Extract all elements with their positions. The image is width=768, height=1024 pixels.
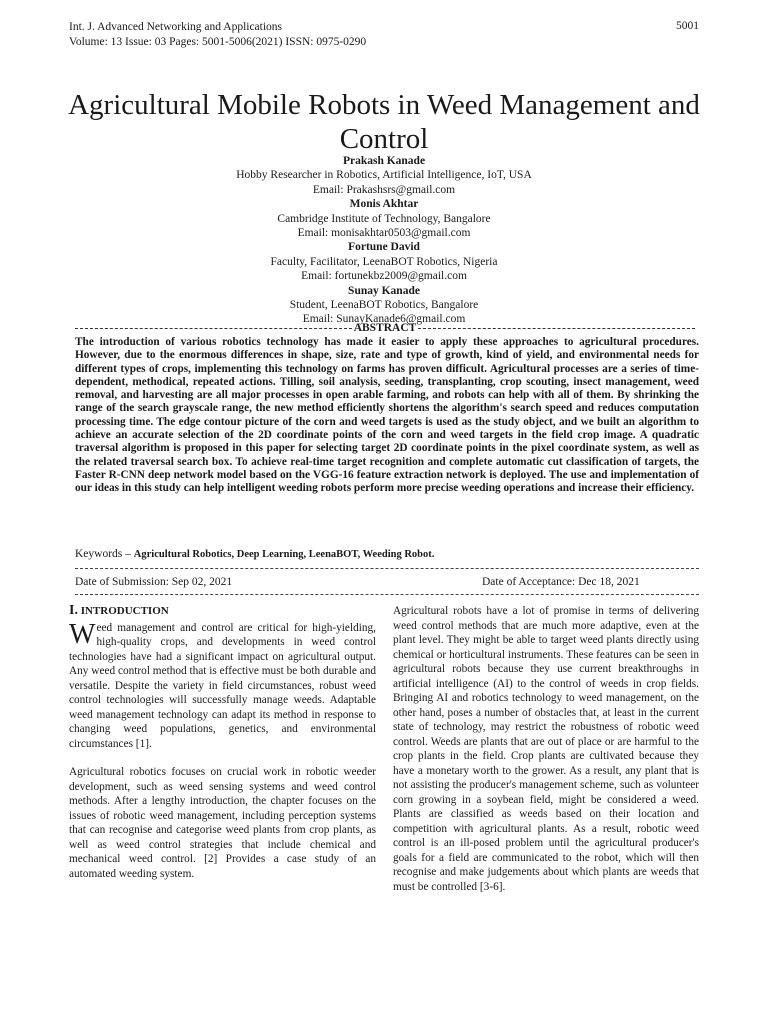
journal-header: [69, 20, 366, 50]
keywords-line: [75, 548, 434, 560]
abstract-label: ABSTRACT: [353, 322, 417, 334]
dashed-rule: [418, 328, 695, 329]
author-email: Email: SunayKanade6@gmail.com: [302, 313, 466, 326]
section-title: INTRODUCTION: [80, 605, 169, 617]
keywords-value: Agricultural Robotics, Deep Learning, LeenaBOT, Weeding Robot.: [133, 549, 435, 560]
paragraph-text: eed management and control are critical for high-yielding, high-quality crops, and developments in weed control technologies have had a significant impact on agricultural output. Any weed control method that is effective must be both durable and versatile. Despite the variety in field circumstances, robust weed control technologies will successfully manage weeds. Adaptable weed management technology can adapt its method in response to changing weed populations, genetics, and environmental circumstances [1].: [69, 621, 376, 750]
drop-cap: W: [69, 618, 96, 650]
dates-line: [75, 576, 699, 588]
author-email: Email: monisakhtar0503@gmail.com: [297, 227, 471, 240]
paragraph: [69, 618, 376, 752]
dashed-rule: [75, 594, 699, 595]
author-affiliation: Cambridge Institute of Technology, Bangalore: [277, 212, 491, 225]
abstract-divider: [75, 322, 695, 334]
author-name: Fortune David: [348, 241, 420, 254]
acceptance-date: Date of Acceptance: Dec 18, 2021: [482, 576, 640, 588]
journal-name: Int. J. Advanced Networking and Applications: [69, 21, 283, 33]
section-heading: [69, 604, 376, 619]
dashed-rule: [75, 328, 352, 329]
submission-date: Date of Submission: Sep 02, 2021: [75, 576, 233, 588]
author-affiliation: Hobby Researcher in Robotics, Artificial Intelligence, IoT, USA: [236, 169, 532, 182]
section-number: I.: [69, 603, 78, 618]
author-name: Monis Akhtar: [349, 198, 419, 211]
paragraph: Agricultural robotics focuses on crucial work in robotic weeder development, such as weed sensing systems and weed control methods. After a lengthy introduction, the chapter focuses on the issues of robotic weed management, including perception systems that can recognise and categorise weed plants from crop plants, as well as weed control strategies that include chemical and mechanical weed control. [2] Provides a case study of an automated weeding system.: [69, 766, 376, 880]
author-name: Sunay Kanade: [348, 284, 420, 297]
abstract-text: The introduction of various robotics technology has made it easier to apply these approaches to agricultural procedures. However, due to the enormous differences in shape, size, rate and type of growth, kind of yield, and environmental needs for different types of crops, implementing this technology on farms has proven difficult. Agricultural processes are a series of time-dependent, methodical, repeated actions. Tilling, soil analysis, seeding, transplanting, crop scouting, insect management, weed removal, and harvesting are all major processes in open arable farming, and robots can help with all of them. By shrinking the range of the search grayscale range, the new method efficiently shortens the algorithm's search speed and reduces computation processing time. The edge contour picture of the corn and weed targets is used as the study object, and we built an algorithm to achieve an accurate selection of the 2D coordinate points of the corn and weed targets in the field crop image. A quadratic traversal algorithm is proposed in this paper for selecting target 2D coordinate points in the pixel coordinate system, as well as the related traversal search box. To achieve real-time target recognition and complete automatic cut classification of targets, the Faster R-CNN deep network model based on the VGG-16 feature extraction network is deployed. The use and implementation of our ideas in this study can help intelligent weeding robots perform more precise weeding operations and increase their efficiency.: [75, 336, 699, 495]
author-affiliation: Student, LeenaBOT Robotics, Bangalore: [289, 299, 479, 312]
author-email: Email: fortunekbz2009@gmail.com: [301, 270, 467, 283]
paragraph: Agricultural robots have a lot of promise in terms of delivering weed control methods that are much more adaptive, even at the plant level. They might be able to target weed plants directly using chemical or horticultural instruments. These features can be seen in agricultural robots because they use current breakthroughs in artificial intelligence (AI) to the control of weeds in crop fields. Bringing AI and robotics technology to weed management, on the other hand, poses a number of obstacles that, at least in the current state of technology, may restrict the robustness of robotic weed control. Weeds are plants that are out of place or are harmful to the crop plants in the field. Crop plants are cultivated because they have a monetary worth to the grower. As a result, any plant that is not assisting the producer's management scheme, such as volunteer corn growing in a soybean field, might be considered a weed. Plants are classified as weeds based on their location and competition with agricultural plants. As a result, robotic weed control is an ill-posed problem until the agricultural producer's goals for a field are communicated to the robot, which will then recognise and make judgements about which plants are weeds that must be controlled [3-6].: [393, 605, 699, 893]
author-block: [84, 154, 684, 327]
dashed-rule: [75, 568, 699, 569]
paper-title: Agricultural Mobile Robots in Weed Management and Control: [68, 89, 700, 155]
journal-volume: Volume: 13 Issue: 03 Pages: 5001-5006(2021) ISSN: 0975-0290: [69, 36, 367, 48]
right-column: [393, 604, 699, 894]
keywords-label: Keywords –: [75, 548, 134, 560]
author-affiliation: Faculty, Facilitator, LeenaBOT Robotics, Nigeria: [270, 255, 498, 268]
page-number: 5001: [676, 20, 699, 32]
author-email: Email: Prakashsrs@gmail.com: [312, 183, 456, 196]
left-column: [69, 604, 376, 881]
author-name: Prakash Kanade: [342, 155, 426, 167]
